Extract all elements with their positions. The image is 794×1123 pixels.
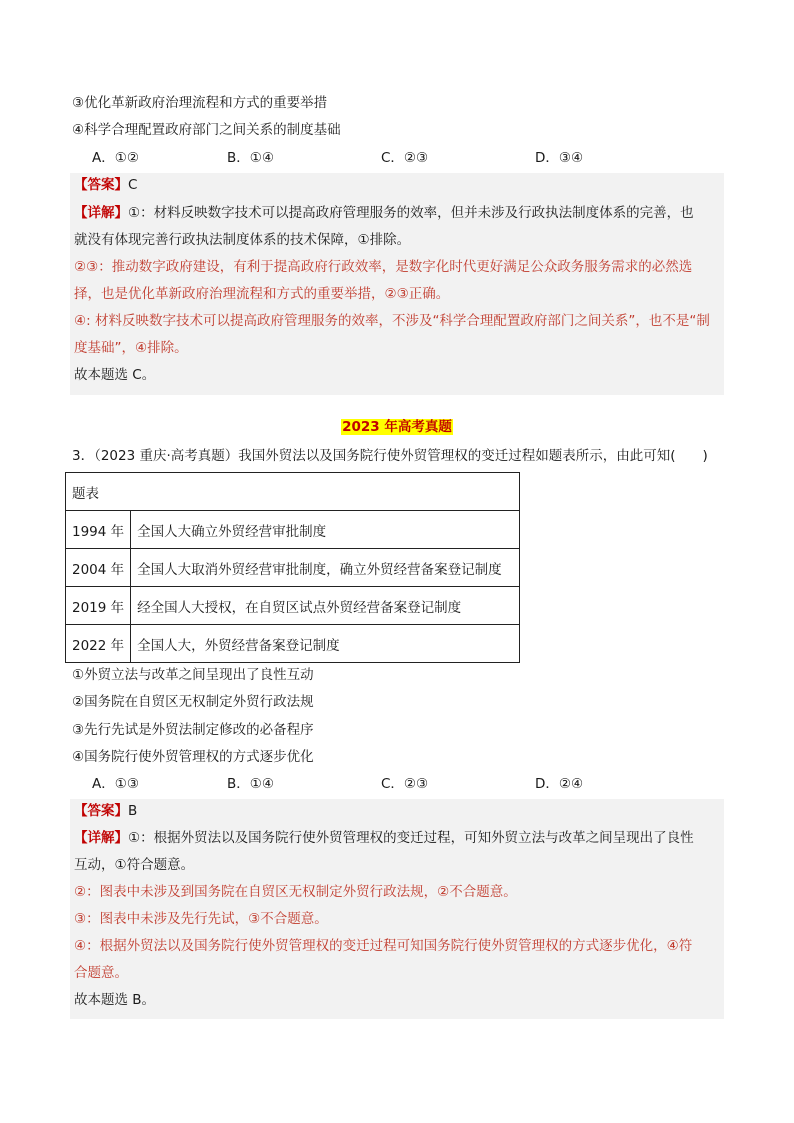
q2-detail-line-6: 度基础”，④排除。 xyxy=(74,340,188,356)
q3-detail-line-6: 合题意。 xyxy=(74,965,128,981)
q3-stem: 3．（2023 重庆·高考真题）我国外贸法以及国务院行使外贸管理权的变迁过程如题表所示，由此可知( ) xyxy=(72,448,708,464)
table-title: 题表 xyxy=(66,473,520,511)
answer-tag: 【答案】 xyxy=(74,803,128,819)
answer-value: B xyxy=(128,803,138,819)
q3-item-2: ②国务院在自贸区无权制定外贸行政法规 xyxy=(72,694,314,710)
q3-answer-box xyxy=(70,799,724,1019)
q2-detail-line-3: ②③：推动数字政府建设，有利于提高政府行政效率，是数字化时代更好满足公众政务服务需求的必然选 xyxy=(74,259,693,275)
q3-item-3: ③先行先试是外贸法制定修改的必备程序 xyxy=(72,722,314,738)
q2-item-4: ④科学合理配置政府部门之间关系的制度基础 xyxy=(72,122,341,138)
q3-option-b: B．①④ xyxy=(227,776,274,792)
q3-detail-line-5: ④：根据外贸法以及国务院行使外贸管理权的变迁过程可知国务院行使外贸管理权的方式逐步优化，④符 xyxy=(74,938,693,954)
q2-conclusion: 故本题选 C。 xyxy=(74,367,156,383)
q3-detail-line-2: 互动，①符合题意。 xyxy=(74,857,195,873)
q3-table xyxy=(65,472,520,663)
q3-option-a: A．①③ xyxy=(92,776,139,792)
q3-option-d: D．②④ xyxy=(535,776,584,792)
q2-detail-line-5: ④: 材料反映数字技术可以提高政府管理服务的效率，不涉及“科学合理配置政府部门之间关系”，也不是“制 xyxy=(74,313,710,329)
q2-option-b: B．①④ xyxy=(227,150,274,166)
table-row xyxy=(66,549,520,587)
table-text: 经全国人大授权，在自贸区试点外贸经营备案登记制度 xyxy=(131,587,520,625)
detail-tag: 【详解】 xyxy=(74,830,128,846)
q3-item-4: ④国务院行使外贸管理权的方式逐步优化 xyxy=(72,749,314,765)
table-row xyxy=(66,587,520,625)
q2-answer-line xyxy=(74,176,137,194)
table-text: 全国人大，外贸经营备案登记制度 xyxy=(131,625,520,663)
table-title-row xyxy=(66,473,520,511)
q2-answer-box xyxy=(70,173,724,395)
table-row xyxy=(66,625,520,663)
table-year: 1994 年 xyxy=(66,511,131,549)
q2-option-d: D．③④ xyxy=(535,150,584,166)
q3-option-c: C．②③ xyxy=(381,776,429,792)
answer-tag: 【答案】 xyxy=(74,177,128,193)
q3-item-1: ①外贸立法与改革之间呈现出了良性互动 xyxy=(72,667,314,683)
section-title-text: 2023 年高考真题 xyxy=(342,419,452,435)
q2-option-c: C．②③ xyxy=(381,150,429,166)
detail-text: ①：材料反映数字技术可以提高政府管理服务的效率，但并未涉及行政执法制度体系的完善，也 xyxy=(128,205,694,221)
detail-text: ①：根据外贸法以及国务院行使外贸管理权的变迁过程，可知外贸立法与改革之间呈现出了良性 xyxy=(128,830,694,846)
detail-tag: 【详解】 xyxy=(74,205,128,221)
q2-option-a: A．①② xyxy=(92,150,139,166)
table-year: 2019 年 xyxy=(66,587,131,625)
table-row xyxy=(66,511,520,549)
q3-conclusion: 故本题选 B。 xyxy=(74,992,156,1008)
q2-detail-line-1 xyxy=(74,204,694,222)
q2-item-3: ③优化革新政府治理流程和方式的重要举措 xyxy=(72,95,328,111)
q2-detail-line-4: 择，也是优化革新政府治理流程和方式的重要举措，②③正确。 xyxy=(74,286,450,302)
q3-detail-line-4: ③：图表中未涉及先行先试，③不合题意。 xyxy=(74,911,328,927)
table-text: 全国人大取消外贸经营审批制度，确立外贸经营备案登记制度 xyxy=(131,549,520,587)
table-year: 2022 年 xyxy=(66,625,131,663)
answer-value: C xyxy=(128,177,138,193)
q3-detail-line-1 xyxy=(74,829,694,847)
table-year: 2004 年 xyxy=(66,549,131,587)
q2-detail-line-2: 就没有体现完善行政执法制度体系的技术保障，①排除。 xyxy=(74,232,411,248)
q3-detail-line-3: ②：图表中未涉及到国务院在自贸区无权制定外贸行政法规，②不合题意。 xyxy=(74,884,517,900)
table-text: 全国人大确立外贸经营审批制度 xyxy=(131,511,520,549)
section-title xyxy=(0,418,794,436)
q3-answer-line xyxy=(74,802,137,820)
